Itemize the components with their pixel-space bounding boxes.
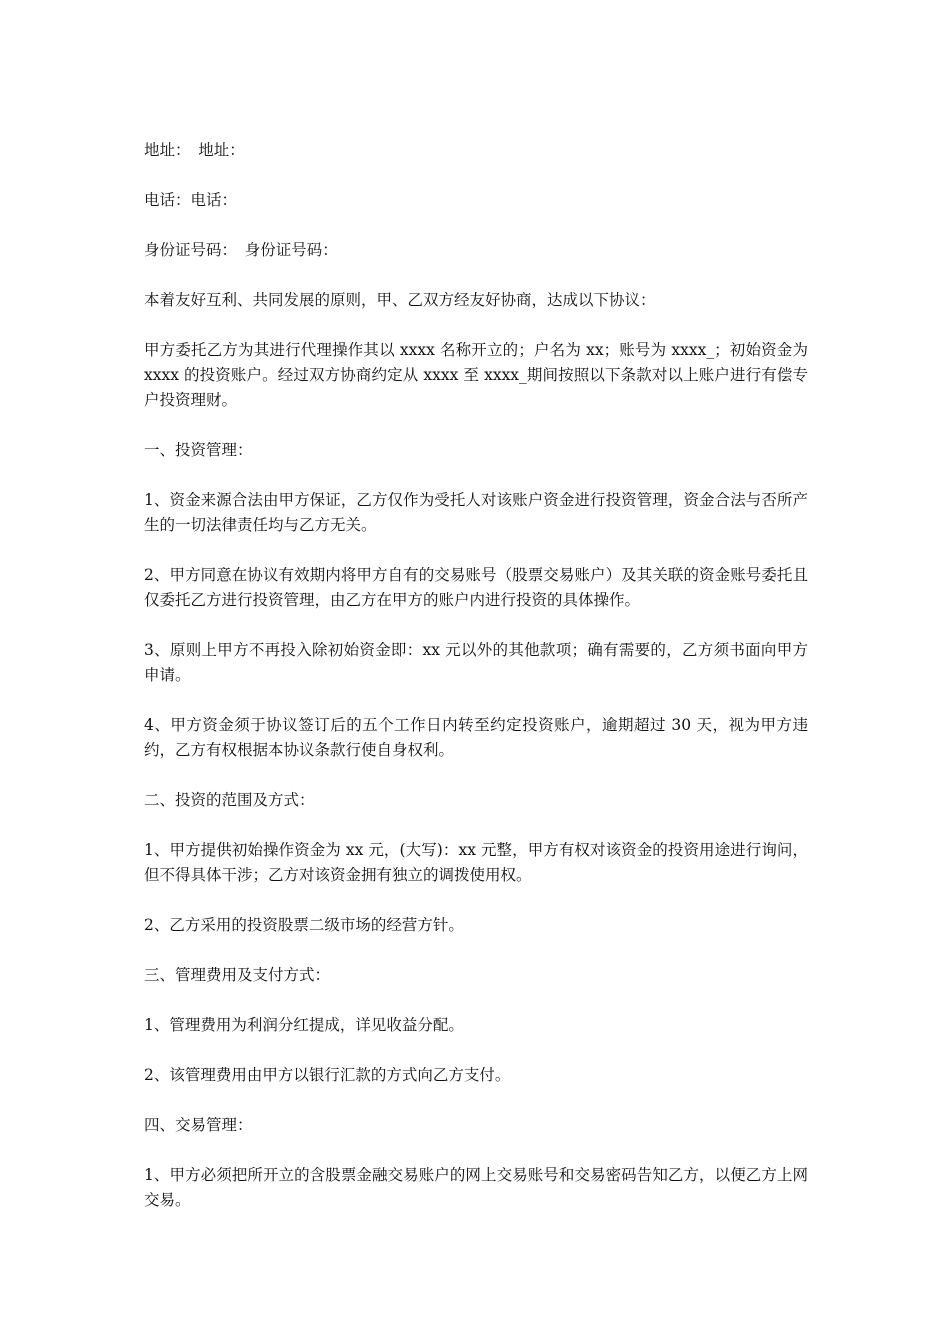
clause-4-1: 1、甲方必须把所开立的含股票金融交易账户的网上交易账号和交易密码告知乙方，以便乙方上网交易。 — [144, 1166, 808, 1209]
section-heading-fees-and-payment: 三、管理费用及支付方式： — [144, 966, 331, 984]
section-heading-scope-and-method: 二、投资的范围及方式： — [144, 791, 315, 809]
clause-1-2: 2、甲方同意在协议有效期内将甲方自有的交易账号（股票交易账户）及其关联的资金账号委托且仅委托乙方进行投资管理，由乙方在甲方的账户内进行投资的具体操作。 — [144, 566, 808, 609]
clause-2-1: 1、甲方提供初始操作资金为 xx 元，(大写)：xx 元整，甲方有权对该资金的投资用途进行询问，但不得具体干涉；乙方对该资金拥有独立的调拨使用权。 — [144, 841, 808, 884]
entrustment-paragraph: 甲方委托乙方为其进行代理操作其以 xxxx 名称开立的；户名为 xx；账号为 xxxx_；初始资金为 xxxx 的投资账户。经过双方协商约定从 xxxx 至 xxxx_期间按照以下条款对以上账户进行有偿专户投资理财。 — [144, 341, 813, 409]
clause-1-4: 4、甲方资金须于协议签订后的五个工作日内转至约定投资账户，逾期超过 30 天，视为甲方违约，乙方有权根据本协议条款行使自身权利。 — [144, 716, 808, 759]
phone-line: 电话：电话： — [144, 191, 238, 209]
section-heading-trading-management: 四、交易管理： — [144, 1116, 253, 1134]
clause-1-3: 3、原则上甲方不再投入除初始资金即：xx 元以外的其他款项；确有需要的，乙方须书面向甲方申请。 — [144, 641, 808, 684]
clause-3-1: 1、管理费用为利润分红提成，详见收益分配。 — [144, 1016, 464, 1034]
id-number-line: 身份证号码： 身份证号码： — [144, 241, 338, 259]
preamble-paragraph: 本着友好互利、共同发展的原则，甲、乙双方经友好协商，达成以下协议： — [144, 291, 656, 309]
clause-3-2: 2、该管理费用由甲方以银行汇款的方式向乙方支付。 — [144, 1066, 511, 1084]
section-heading-investment-management: 一、投资管理： — [144, 441, 253, 459]
address-line: 地址： 地址： — [144, 141, 245, 159]
clause-1-1: 1、资金来源合法由甲方保证，乙方仅作为受托人对该账户资金进行投资管理，资金合法与否所产生的一切法律责任均与乙方无关。 — [144, 491, 808, 534]
clause-2-2: 2、乙方采用的投资股票二级市场的经营方针。 — [144, 916, 464, 934]
document-body — [144, 138, 813, 1238]
